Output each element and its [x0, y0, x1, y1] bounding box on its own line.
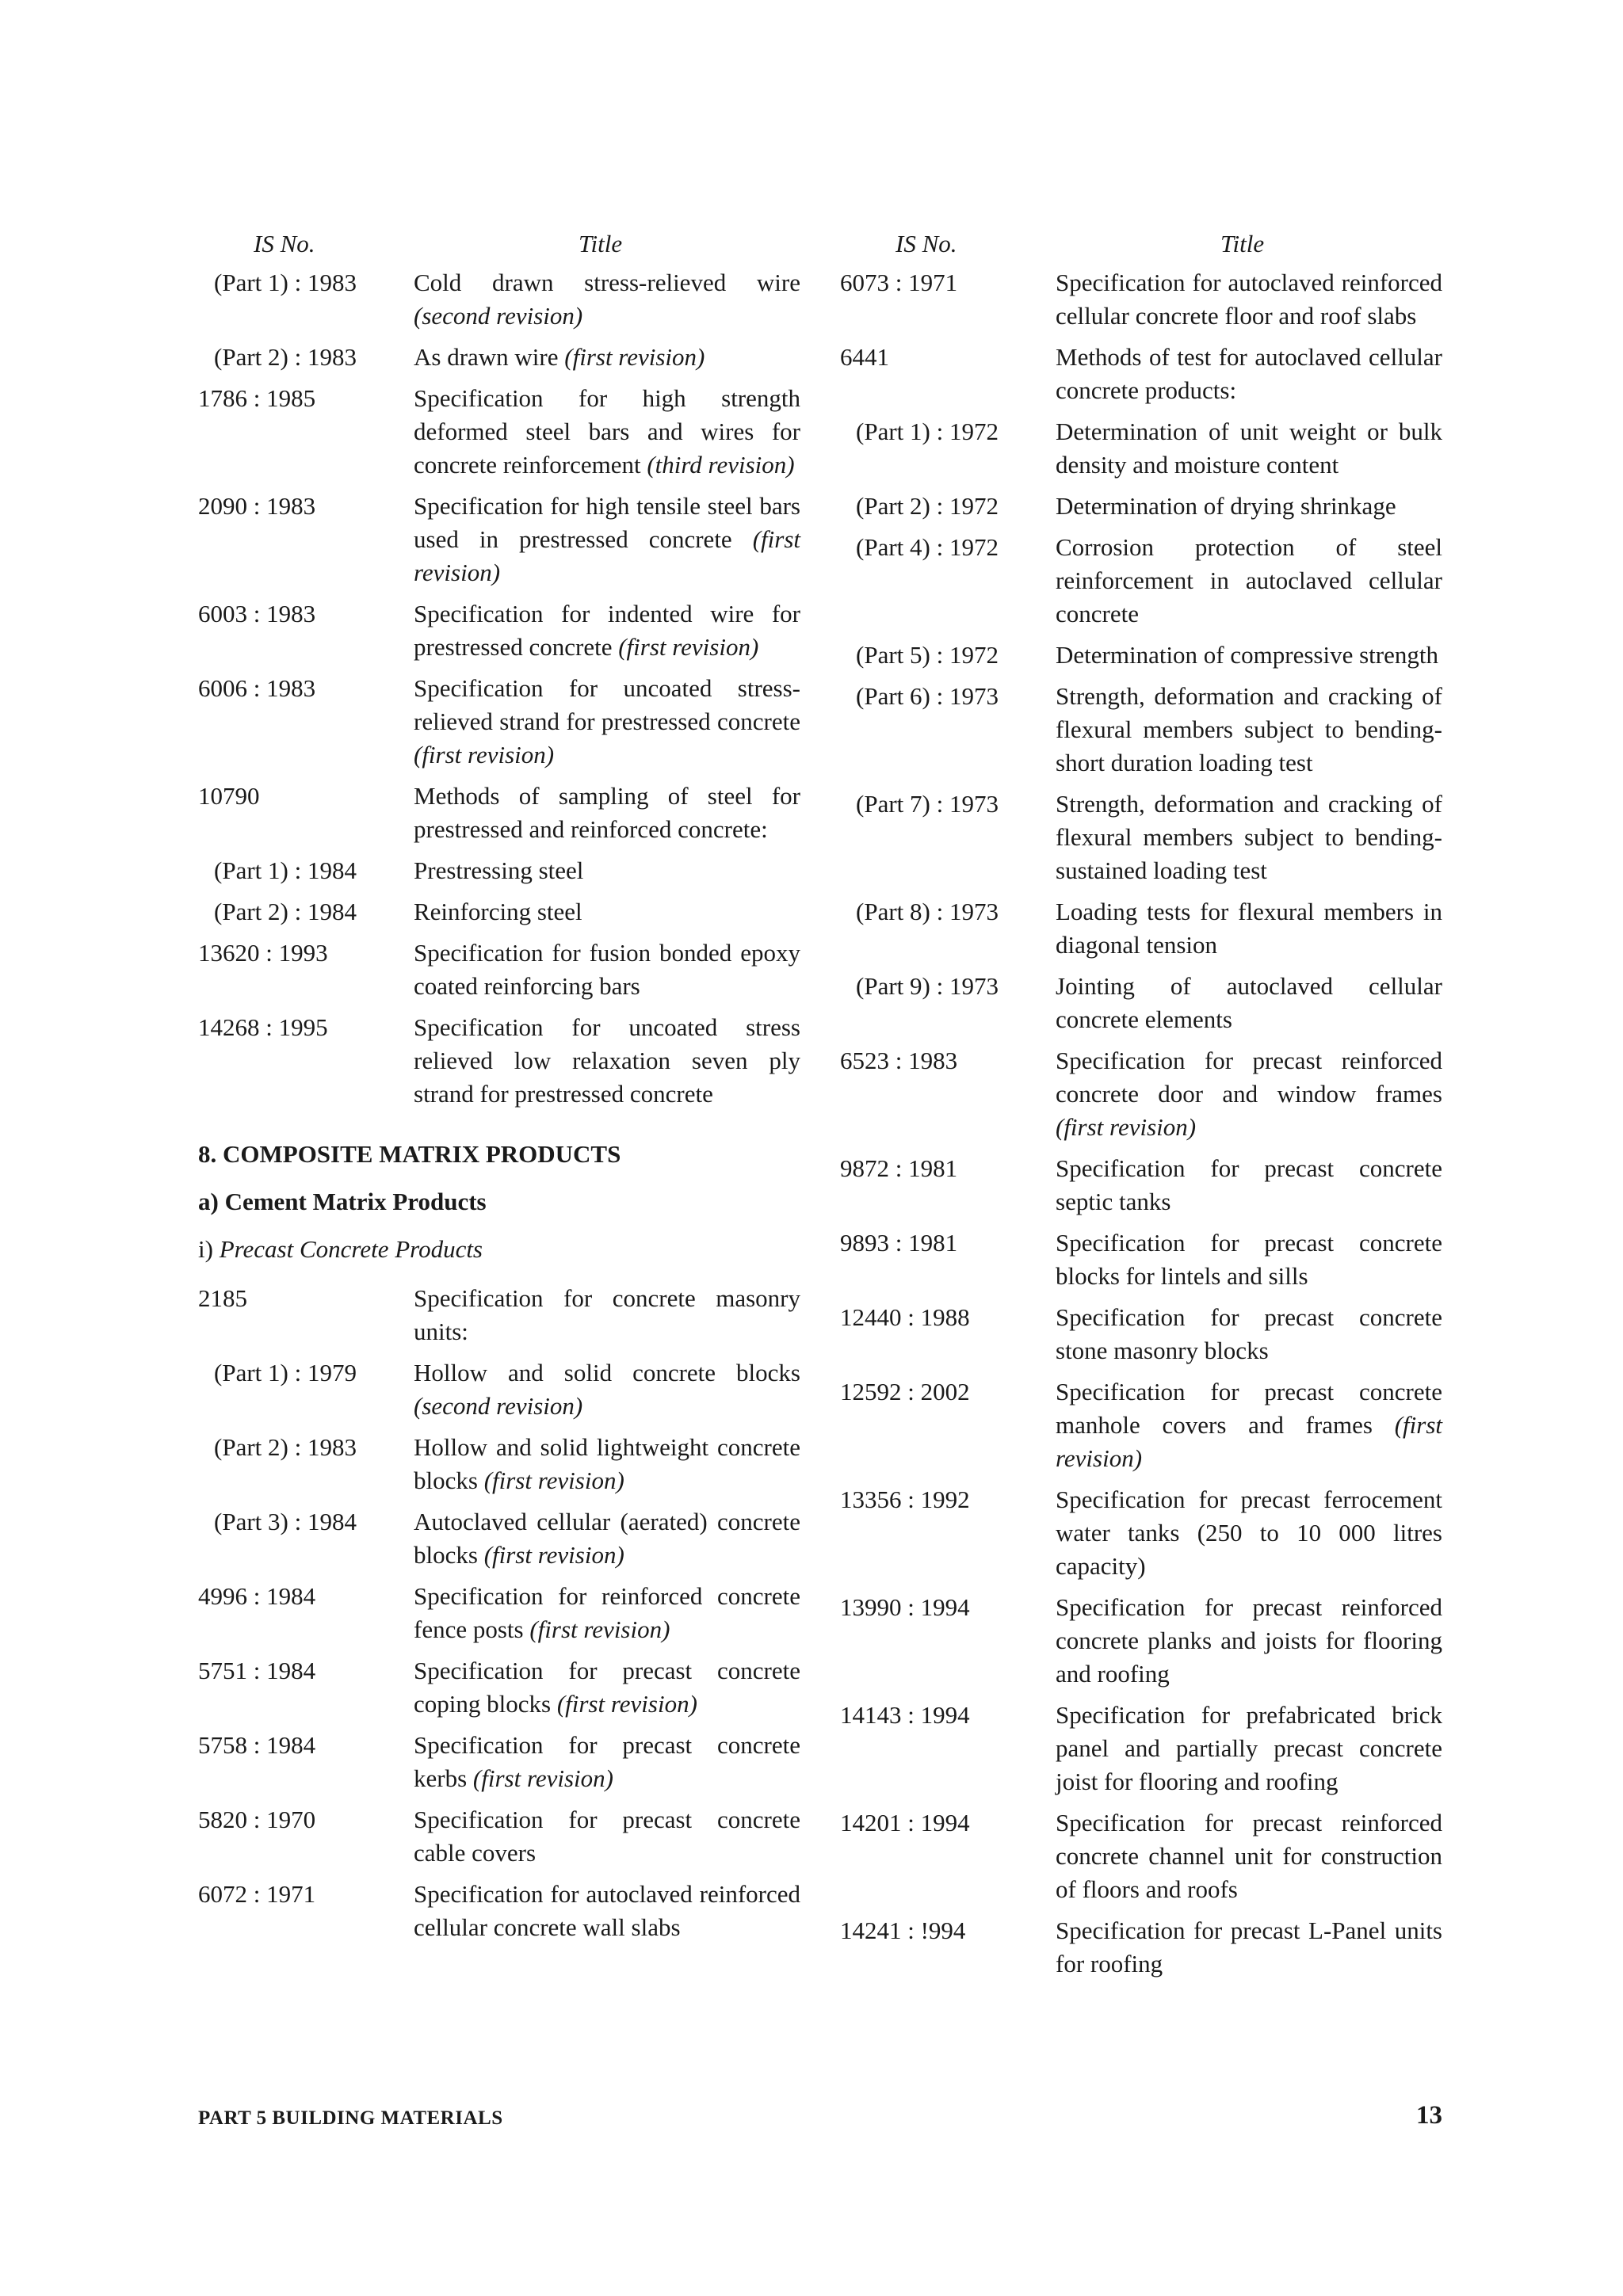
standard-entry: [198, 1580, 800, 1646]
revision-note: (first revision): [414, 741, 555, 769]
standard-title: [414, 936, 800, 1003]
is-number: 5751 : 1984: [198, 1657, 316, 1684]
standard-title: [1056, 1152, 1442, 1219]
standard-title: [1056, 531, 1442, 631]
title-text: Cold drawn stress-relieved wire: [414, 269, 800, 296]
standard-entry: [840, 1914, 1442, 1981]
is-number: 13356 : 1992: [840, 1486, 970, 1513]
title-text: Methods of test for autoclaved cellular concrete products:: [1056, 343, 1442, 404]
header-title: Title: [1220, 230, 1265, 257]
standard-title: [1056, 1483, 1442, 1583]
standard-entry: [198, 490, 800, 589]
title-text: Specification for high tensile steel bars used in prestressed concrete: [414, 492, 800, 553]
list-marker: i): [198, 1235, 213, 1263]
standard-title: [414, 1431, 800, 1497]
right-column: [840, 222, 1442, 1989]
standard-entry: [840, 490, 1442, 523]
entries-list: [198, 266, 800, 1944]
title-text: Specification for precast concrete coping blocks: [414, 1657, 800, 1718]
standard-entry: [840, 788, 1442, 887]
standard-title: [1056, 1914, 1442, 1981]
standard-title: [414, 1011, 800, 1111]
is-number: 6073 : 1971: [840, 269, 958, 296]
standard-title: [1056, 490, 1442, 523]
is-number: (Part 1) : 1984: [214, 856, 357, 884]
standard-entry: [198, 1729, 800, 1795]
is-number: (Part 6) : 1973: [856, 682, 999, 710]
revision-note: (second revision): [414, 1392, 583, 1420]
is-number: 6072 : 1971: [198, 1880, 316, 1908]
is-number: 13990 : 1994: [840, 1593, 970, 1621]
standard-title: [1056, 415, 1442, 482]
standard-entry: [840, 415, 1442, 482]
standard-entry: [198, 1356, 800, 1423]
is-number: 6003 : 1983: [198, 600, 316, 627]
is-number: 14143 : 1994: [840, 1701, 970, 1729]
standard-entry: [198, 382, 800, 482]
title-text: Specification for precast concrete cable covers: [414, 1806, 800, 1867]
standard-title: [414, 672, 800, 772]
standard-title: [414, 266, 800, 333]
is-number: (Part 2) : 1972: [856, 492, 999, 520]
footer-section-title: PART 5 BUILDING MATERIALS: [198, 2107, 503, 2129]
subsection-heading: a) Cement Matrix Products: [198, 1188, 487, 1215]
revision-note: (first revision): [529, 1615, 670, 1643]
column-header: [198, 222, 800, 266]
revision-note: (first revision): [1056, 1113, 1197, 1141]
title-text: Specification for prefabricated brick panel and partially precast concrete joist for flooring and roofing: [1056, 1701, 1442, 1795]
header-title: Title: [579, 230, 623, 257]
standard-entry: [198, 780, 800, 846]
title-text: Specification for concrete masonry units:: [414, 1284, 800, 1345]
is-number: (Part 1) : 1972: [856, 418, 999, 445]
is-number: (Part 3) : 1984: [214, 1508, 357, 1535]
standard-entry: [198, 936, 800, 1003]
standard-entry: [840, 895, 1442, 962]
header-is-no: IS No.: [896, 230, 957, 257]
title-text: Determination of unit weight or bulk density and moisture content: [1056, 418, 1442, 479]
standard-title: [1056, 1806, 1442, 1906]
is-number: 4996 : 1984: [198, 1582, 316, 1610]
title-text: Specification for autoclaved reinforced cellular concrete wall slabs: [414, 1880, 800, 1941]
standard-entry: [198, 341, 800, 374]
standard-title: [414, 1580, 800, 1646]
standard-title: [1056, 1044, 1442, 1144]
standard-title: [414, 1654, 800, 1721]
is-number: (Part 5) : 1972: [856, 641, 999, 669]
standard-entry: [198, 1803, 800, 1870]
title-text: Loading tests for flexural members in diagonal tension: [1056, 898, 1442, 959]
standard-title: [414, 1729, 800, 1795]
standard-title: [1056, 1301, 1442, 1367]
is-number: (Part 9) : 1973: [856, 972, 999, 1000]
is-number: (Part 1) : 1979: [214, 1359, 357, 1386]
is-number: 6006 : 1983: [198, 674, 316, 702]
title-text: Specification for indented wire for prestressed concrete: [414, 600, 800, 661]
revision-note: (first revision): [1056, 1411, 1442, 1472]
revision-note: (third revision): [647, 451, 795, 479]
title-text: Specification for fusion bonded epoxy coated reinforcing bars: [414, 939, 800, 1000]
standard-entry: [840, 680, 1442, 780]
standard-title: [1056, 788, 1442, 887]
is-number: 14201 : 1994: [840, 1809, 970, 1836]
standard-title: [414, 382, 800, 482]
revision-note: (first revision): [414, 525, 800, 586]
standard-entry: [840, 639, 1442, 672]
standard-entry: [198, 1878, 800, 1944]
standard-title: [1056, 1699, 1442, 1798]
title-text: Determination of drying shrinkage: [1056, 492, 1396, 520]
title-text: Specification for precast concrete manhole covers and frames: [1056, 1378, 1442, 1439]
standard-entry: [198, 854, 800, 887]
is-number: 5820 : 1970: [198, 1806, 316, 1833]
standard-entry: [840, 266, 1442, 333]
title-text: Prestressing steel: [414, 856, 584, 884]
is-number: 10790: [198, 782, 260, 810]
standard-entry: [840, 531, 1442, 631]
section-heading: 8. COMPOSITE MATRIX PRODUCTS: [198, 1140, 621, 1168]
is-number: 12440 : 1988: [840, 1303, 970, 1331]
is-number: 14241 : !994: [840, 1917, 966, 1944]
title-text: Corrosion protection of steel reinforcement in autoclaved cellular concrete: [1056, 533, 1442, 627]
title-text: Specification for precast reinforced concrete planks and joists for flooring and roofing: [1056, 1593, 1442, 1688]
is-number: 2185: [198, 1284, 247, 1312]
standard-entry: [198, 1011, 800, 1111]
is-number: 12592 : 2002: [840, 1378, 970, 1405]
standard-title: [414, 490, 800, 589]
is-number: 6523 : 1983: [840, 1047, 958, 1074]
standard-title: [414, 1356, 800, 1423]
standard-entry: [198, 895, 800, 929]
sub-subsection-heading: [198, 1233, 800, 1266]
title-text: Specification for uncoated stress-relieved strand for prestressed concrete: [414, 674, 800, 735]
standard-title: [1056, 341, 1442, 407]
standard-entry: [198, 1282, 800, 1348]
is-number: (Part 2) : 1984: [214, 898, 357, 925]
standard-entry: [840, 1152, 1442, 1219]
is-number: 14268 : 1995: [198, 1013, 328, 1041]
standard-title: [1056, 639, 1442, 672]
is-number: (Part 4) : 1972: [856, 533, 999, 561]
standard-title: [414, 780, 800, 846]
standard-entry: [840, 1044, 1442, 1144]
title-text: Specification for high strength deformed steel bars and wires for concrete reinforcement: [414, 384, 800, 479]
standard-entry: [198, 1431, 800, 1497]
standard-title: [414, 1282, 800, 1348]
title-text: Specification for autoclaved reinforced cellular concrete floor and roof slabs: [1056, 269, 1442, 330]
standard-title: [414, 895, 800, 929]
standard-title: [1056, 1375, 1442, 1475]
title-text: Specification for precast concrete septic tanks: [1056, 1154, 1442, 1215]
standard-entry: [840, 970, 1442, 1036]
standard-entry: [198, 672, 800, 772]
page-number: 13: [1416, 2101, 1442, 2130]
column-header: [840, 222, 1442, 266]
standard-title: [414, 1803, 800, 1870]
standard-entry: [840, 1226, 1442, 1293]
title-text: Specification for precast L-Panel units for roofing: [1056, 1917, 1442, 1978]
standard-title: [1056, 1591, 1442, 1691]
standard-entry: [840, 1591, 1442, 1691]
revision-note: (second revision): [414, 302, 583, 330]
title-text: Hollow and solid concrete blocks: [414, 1359, 800, 1386]
standard-title: [1056, 895, 1442, 962]
revision-note: (first revision): [483, 1466, 624, 1494]
standard-title: [414, 1878, 800, 1944]
revision-note: (first revision): [556, 1690, 697, 1718]
title-text: Specification for precast ferrocement water tanks (250 to 10 000 litres capacity): [1056, 1486, 1442, 1580]
entries-list: [840, 266, 1442, 1981]
standard-entry: [840, 1375, 1442, 1475]
sub-subsection-text: Precast Concrete Products: [219, 1235, 483, 1263]
title-text: Specification for precast concrete stone masonry blocks: [1056, 1303, 1442, 1364]
standard-title: [414, 597, 800, 664]
is-number: 5758 : 1984: [198, 1731, 316, 1759]
title-text: As drawn wire: [414, 343, 559, 371]
standard-title: [1056, 970, 1442, 1036]
is-number: 13620 : 1993: [198, 939, 328, 967]
header-is-no: IS No.: [254, 230, 315, 257]
title-text: Specification for precast reinforced concrete channel unit for construction of floors and roofs: [1056, 1809, 1442, 1903]
is-number: 2090 : 1983: [198, 492, 316, 520]
is-number: (Part 7) : 1973: [856, 790, 999, 818]
is-number: 1786 : 1985: [198, 384, 316, 412]
title-text: Autoclaved cellular (aerated) concrete blocks: [414, 1508, 800, 1569]
title-text: Jointing of autoclaved cellular concrete elements: [1056, 972, 1442, 1033]
title-text: Hollow and solid lightweight concrete blocks: [414, 1433, 800, 1494]
is-number: (Part 1) : 1983: [214, 269, 357, 296]
standard-entry: [840, 1301, 1442, 1367]
title-text: Strength, deformation and cracking of flexural members subject to bending-sustained loading test: [1056, 790, 1442, 884]
title-text: Reinforcing steel: [414, 898, 582, 925]
standard-entry: [840, 1699, 1442, 1798]
is-number: (Part 8) : 1973: [856, 898, 999, 925]
standard-entry: [840, 1483, 1442, 1583]
standard-entry: [198, 1505, 800, 1572]
revision-note: (first revision): [618, 633, 759, 661]
is-number: 6441: [840, 343, 889, 371]
title-text: Determination of compressive strength: [1056, 641, 1438, 669]
standard-title: [1056, 680, 1442, 780]
title-text: Specification for uncoated stress relieved low relaxation seven ply strand for prestressed concrete: [414, 1013, 800, 1108]
standard-title: [414, 854, 800, 887]
title-text: Specification for precast concrete kerbs: [414, 1731, 800, 1792]
title-text: Specification for precast reinforced concrete door and window frames: [1056, 1047, 1442, 1108]
is-number: 9872 : 1981: [840, 1154, 958, 1182]
standard-entry: [198, 266, 800, 333]
left-column: [198, 222, 800, 1952]
title-text: Specification for reinforced concrete fence posts: [414, 1582, 800, 1643]
title-text: Strength, deformation and cracking of flexural members subject to bending-short duration loading test: [1056, 682, 1442, 776]
revision-note: (first revision): [483, 1541, 624, 1569]
standard-title: [1056, 266, 1442, 333]
title-text: Methods of sampling of steel for prestressed and reinforced concrete:: [414, 782, 800, 843]
standard-title: [414, 1505, 800, 1572]
standard-title: [414, 341, 800, 374]
standard-entry: [198, 597, 800, 664]
title-text: Specification for precast concrete blocks for lintels and sills: [1056, 1229, 1442, 1290]
standard-entry: [840, 341, 1442, 407]
standard-entry: [840, 1806, 1442, 1906]
is-number: 9893 : 1981: [840, 1229, 958, 1257]
is-number: (Part 2) : 1983: [214, 343, 357, 371]
revision-note: (first revision): [564, 343, 705, 371]
is-number: (Part 2) : 1983: [214, 1433, 357, 1461]
standard-title: [1056, 1226, 1442, 1293]
revision-note: (first revision): [472, 1764, 613, 1792]
standard-entry: [198, 1654, 800, 1721]
